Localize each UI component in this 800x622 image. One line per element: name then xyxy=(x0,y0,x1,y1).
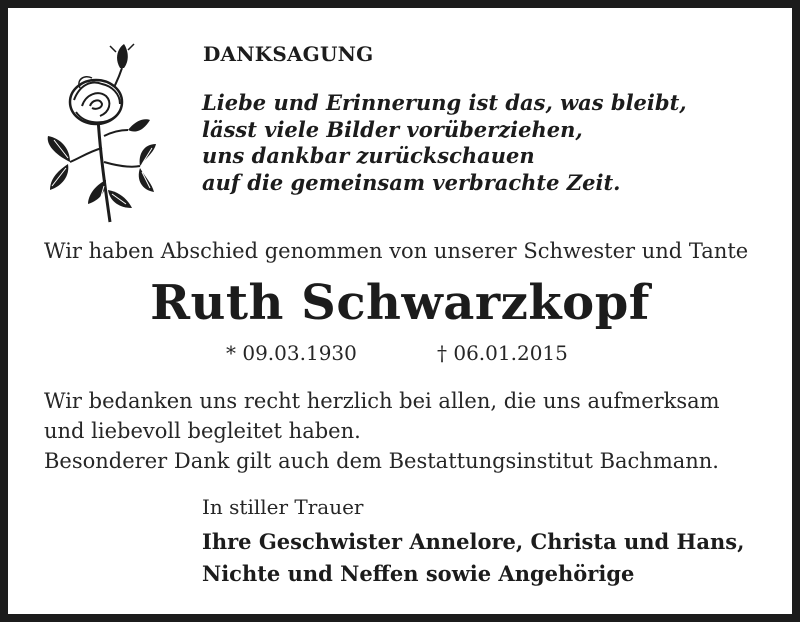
poem-line: uns dankbar zurückschauen xyxy=(202,143,535,168)
thanks-text xyxy=(44,386,720,476)
family-signature xyxy=(202,526,744,590)
notice-heading: DANKSAGUNG xyxy=(203,42,374,66)
birth-date: * 09.03.1930 xyxy=(226,341,357,365)
poem-verse xyxy=(202,90,687,196)
thanks-line: Wir bedanken uns recht herzlich bei allen, die uns aufmerksam xyxy=(44,389,720,413)
death-date: † 06.01.2015 xyxy=(437,341,568,365)
mourning-label: In stiller Trauer xyxy=(202,495,364,519)
poem-line: Liebe und Erinnerung ist das, was bleibt, xyxy=(202,90,687,115)
poem-line: lässt viele Bilder vorüberziehen, xyxy=(202,116,583,142)
thanks-line: und liebevoll begleitet haben. xyxy=(44,419,361,443)
family-line: Nichte und Neffen sowie Angehörige xyxy=(202,561,635,586)
deceased-name: Ruth Schwarzkopf xyxy=(150,275,650,331)
family-line: Ihre Geschwister Annelore, Christa und Hans, xyxy=(202,529,745,554)
rose-icon xyxy=(40,40,156,226)
thanks-line: Besonderer Dank gilt auch dem Bestattungsinstitut Bachmann. xyxy=(44,449,719,473)
farewell-intro: Wir haben Abschied genommen von unserer Schwester und Tante xyxy=(44,239,749,263)
poem-line: auf die gemeinsam verbrachte Zeit. xyxy=(202,169,621,195)
